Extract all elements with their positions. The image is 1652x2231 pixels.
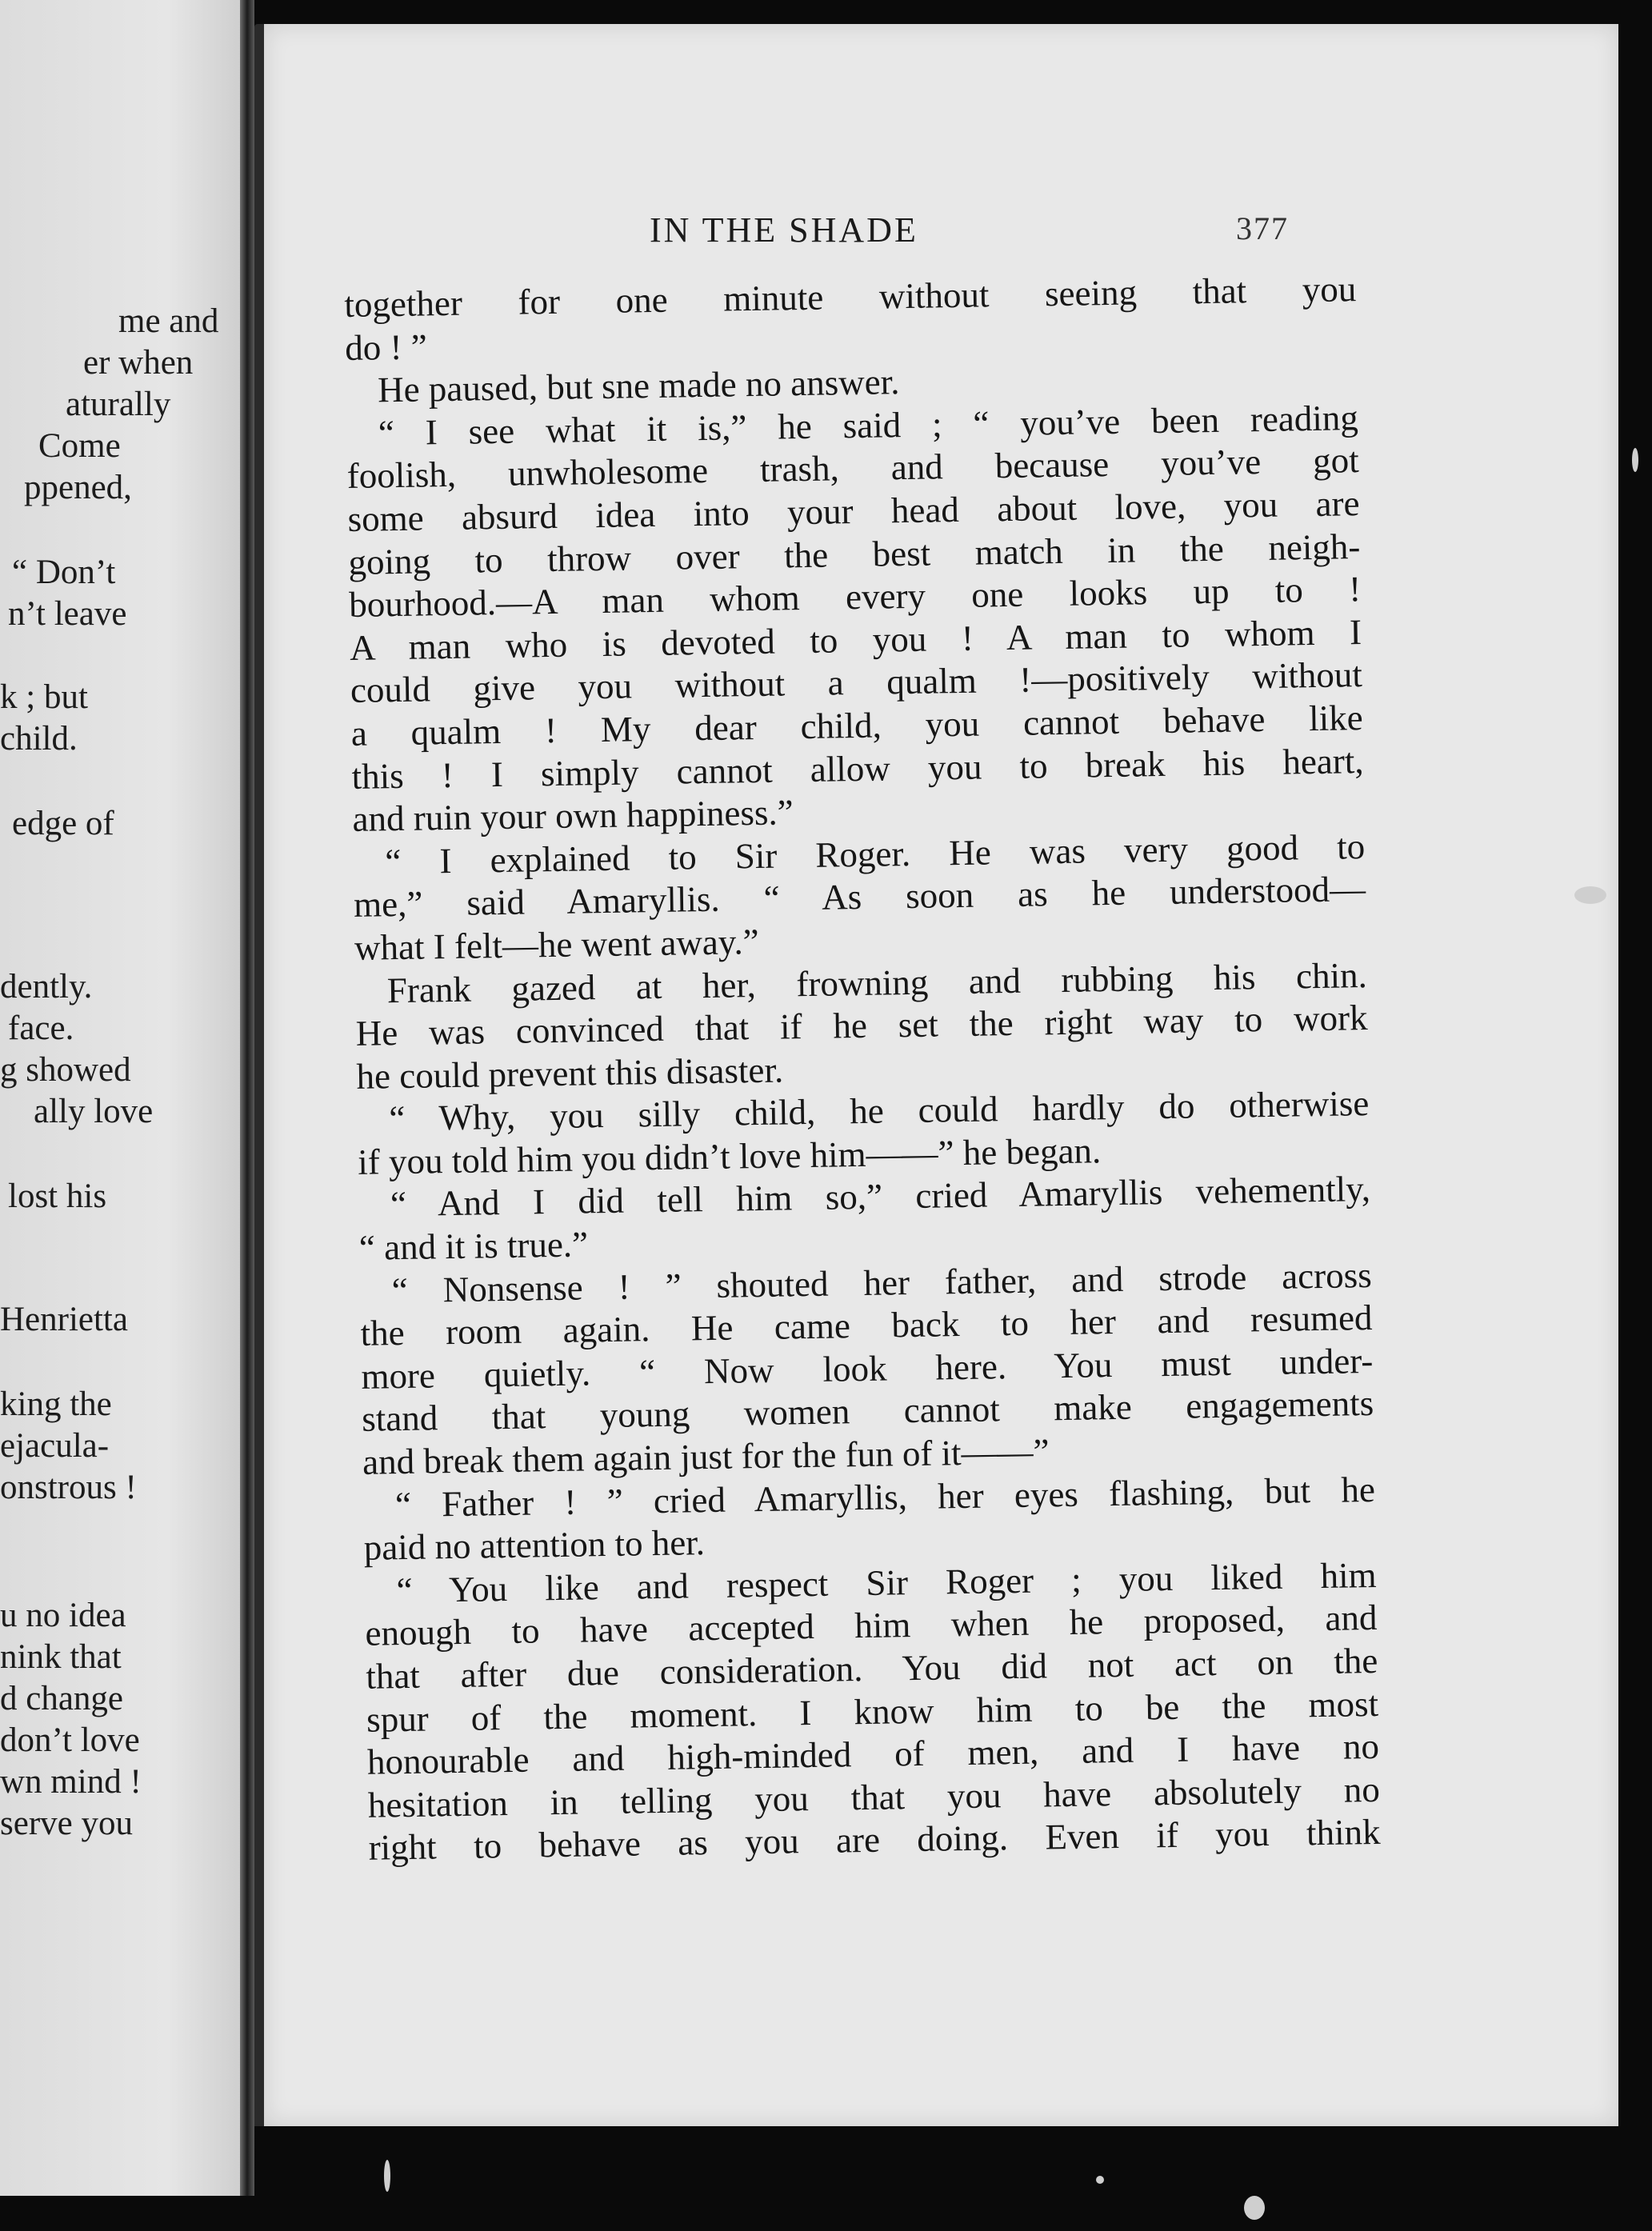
left-fragment: face. <box>8 1010 74 1047</box>
text-line: Frank gazed at her, frowning and rubbing his chin. <box>386 954 1368 1010</box>
text-line: he could prevent this disaster. <box>356 1050 784 1097</box>
scan-speck <box>1632 448 1638 472</box>
text-line: more quietly. “ Now look here. You must under- <box>361 1340 1374 1397</box>
text-line: me,” said Amaryllis. “ As soon as he understood— <box>353 869 1366 926</box>
text-line: “ Why, you silly child, he could hardly do otherwise <box>389 1083 1370 1139</box>
left-fragment: ally love <box>34 1093 154 1130</box>
text-line: A man who is devoted to you ! A man to whom I <box>349 611 1362 668</box>
text-line: a qualm ! My dear child, you cannot behave like <box>350 698 1364 754</box>
page-number: 377 <box>1236 210 1289 246</box>
left-fragment: ppened, <box>24 469 132 506</box>
left-fragment: k ; but <box>0 678 88 716</box>
left-fragment: d change <box>0 1680 124 1717</box>
left-fragment: serve you <box>0 1805 133 1842</box>
text-line: and ruin your own happiness.” <box>352 792 794 840</box>
left-fragment: me and <box>118 302 219 340</box>
text-line: right to behave as you are doing. Even if you think <box>368 1812 1381 1869</box>
text-line: honourable and high-minded of men, and I have no <box>366 1726 1380 1782</box>
left-fragment: er when <box>83 344 194 382</box>
left-fragment: aturally <box>66 386 171 423</box>
left-fragment: lost his <box>8 1177 107 1215</box>
left-fragment: child. <box>0 720 78 758</box>
text-line: spur of the moment. I know him to be the most <box>366 1683 1379 1740</box>
left-fragment: Henrietta <box>0 1301 128 1338</box>
scan-speck <box>1244 2196 1265 2220</box>
book-gutter <box>240 0 254 2196</box>
text-line: bourhood.—A man whom every one looks up to ! <box>348 569 1362 626</box>
text-line: “ Father ! ” cried Amaryllis, her eyes flashing, but he <box>394 1469 1376 1525</box>
text-line: “ You like and respect Sir Roger ; you liked him <box>396 1554 1377 1610</box>
left-fragment: ejacula- <box>0 1427 110 1465</box>
left-fragment: onstrous ! <box>0 1469 137 1506</box>
left-fragment: wn mind ! <box>0 1763 142 1801</box>
scan-speck <box>384 2160 390 2192</box>
left-fragment: Come <box>38 427 121 465</box>
text-line: He was convinced that if he set the right way to work <box>355 998 1368 1054</box>
text-line: what I felt—he went away.” <box>354 921 759 968</box>
text-line: do ! ” <box>344 326 428 368</box>
text-line: this ! I simply cannot allow you to break his heart, <box>351 740 1364 797</box>
text-line: could give you without a qualm !—positively without <box>350 654 1363 711</box>
left-fragment: n’t leave <box>8 595 127 633</box>
running-header: IN THE SHADE <box>650 210 918 250</box>
text-line: “ I see what it is,” he said ; “ you’ve been reading <box>378 397 1359 454</box>
text-line: the room again. He came back to her and resumed <box>360 1297 1373 1354</box>
left-page <box>0 0 240 2196</box>
text-line: that after due consideration. You did not act on the <box>365 1640 1378 1697</box>
text-line: “ And I did tell him so,” cried Amaryllis vehemently, <box>390 1169 1371 1225</box>
text-line: some absurd idea into your head about love, you are <box>347 483 1360 539</box>
left-fragment: edge of <box>12 805 114 842</box>
text-line: if you told him you didn’t love him——” he began. <box>357 1130 1102 1182</box>
text-line: He paused, but sne made no answer. <box>377 362 900 410</box>
left-fragment: dently. <box>0 968 93 1006</box>
text-line: paid no attention to her. <box>363 1522 706 1569</box>
page-body <box>344 268 1381 1870</box>
left-fragment: g showed <box>0 1051 131 1089</box>
scan-speck <box>1574 886 1606 904</box>
text-line: together for one minute without seeing that you <box>344 269 1357 325</box>
text-line: and break them again just for the fun of it——” <box>362 1431 1050 1482</box>
text-line: going to throw over the best match in the neigh- <box>348 526 1361 582</box>
text-line: “ I explained to Sir Roger. He was very good to <box>384 826 1366 882</box>
text-line: “ Nonsense ! ” shouted her father, and strode across <box>391 1254 1373 1310</box>
left-fragment: don’t love <box>0 1721 140 1759</box>
text-line: hesitation in telling you that you have absolutely no <box>367 1769 1381 1825</box>
text-line: enough to have accepted him when he proposed, and <box>365 1597 1378 1654</box>
left-fragment: “ Don’t <box>12 554 116 591</box>
left-fragment: king the <box>0 1385 112 1423</box>
text-line: foolish, unwholesome trash, and because you’ve got <box>346 440 1360 497</box>
scan-speck <box>1096 2176 1104 2184</box>
left-fragment: u no idea <box>0 1597 126 1634</box>
text-line: “ and it is true.” <box>358 1224 589 1268</box>
text-line: stand that young women cannot make engagements <box>361 1383 1374 1440</box>
left-fragment: nink that <box>0 1638 122 1676</box>
